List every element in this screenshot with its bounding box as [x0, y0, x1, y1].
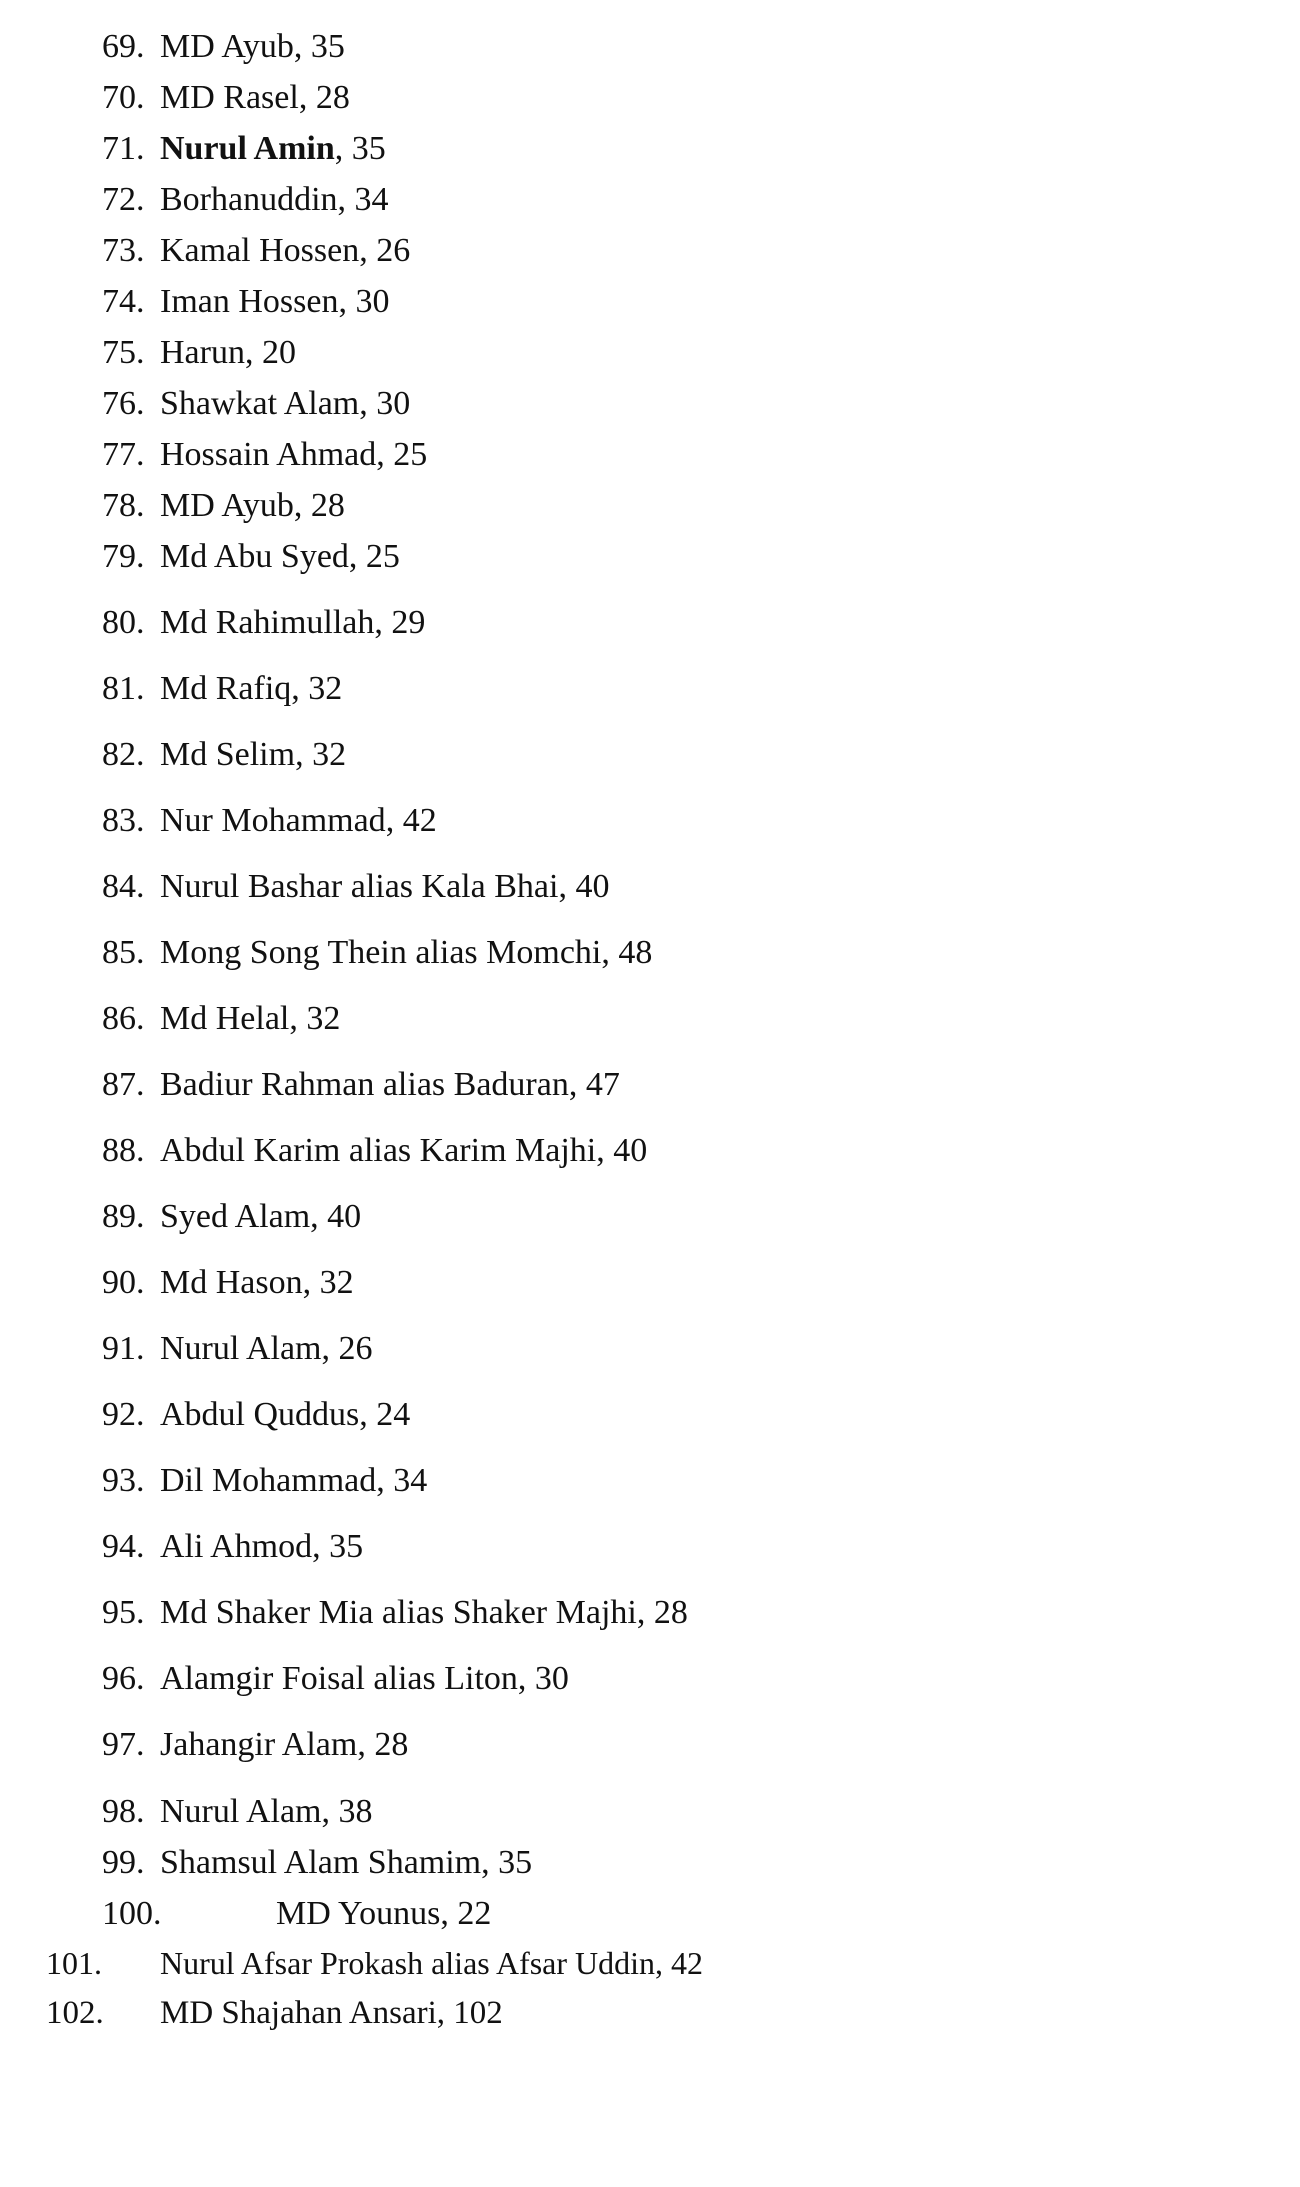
person-age: 48 — [618, 934, 653, 971]
separator: , — [440, 1895, 458, 1932]
person-name: Mong Song Thein alias Momchi — [160, 934, 602, 971]
list-item-number: 94. — [102, 1528, 145, 1565]
list-item-text — [160, 1197, 361, 1237]
person-age: 35 — [329, 1528, 364, 1565]
separator: , — [289, 1000, 307, 1037]
person-name: Md Shaker Mia alias Shaker Majhi — [160, 1594, 637, 1631]
list-item-text — [160, 1792, 372, 1832]
list-item-number: 86. — [102, 1000, 145, 1037]
person-age: 35 — [310, 28, 345, 65]
separator: , — [359, 232, 377, 269]
person-name: Abdul Quddus — [160, 1396, 360, 1433]
person-name: Syed Alam — [160, 1198, 311, 1235]
list-item-text — [160, 1329, 372, 1369]
list-item-text — [160, 801, 437, 841]
list-item-text — [160, 129, 386, 169]
list-item-text — [160, 1395, 410, 1435]
person-name: Md Selim — [160, 736, 296, 773]
person-age: 30 — [534, 1660, 569, 1697]
list-item-number: 69. — [102, 28, 145, 65]
separator: , — [321, 1793, 339, 1830]
person-age: 47 — [585, 1066, 620, 1103]
list-item-number: 76. — [102, 385, 145, 422]
list-item-number: 73. — [102, 232, 145, 269]
list-item-number: 90. — [102, 1264, 145, 1301]
list-item-number: 87. — [102, 1066, 145, 1103]
separator: , — [481, 1844, 499, 1881]
list-item-text — [160, 1993, 503, 2033]
separator: , — [596, 1132, 614, 1169]
list-item-number: 79. — [102, 538, 145, 575]
list-item-text — [160, 231, 410, 271]
list-item-number: 84. — [102, 868, 145, 905]
person-age: 28 — [653, 1594, 688, 1631]
list-item-text — [160, 1461, 427, 1501]
separator: , — [312, 1528, 330, 1565]
separator: , — [291, 670, 309, 707]
list-item-text — [160, 486, 345, 526]
person-name: MD Ayub — [160, 487, 294, 524]
list-item-text — [160, 1659, 569, 1699]
separator: , — [385, 802, 403, 839]
separator: , — [357, 1726, 375, 1763]
person-age: 28 — [374, 1726, 409, 1763]
separator: , — [302, 1264, 320, 1301]
list-item-number: 99. — [102, 1844, 145, 1881]
person-name: Kamal Hossen — [160, 232, 360, 269]
person-age: 35 — [498, 1844, 533, 1881]
list-item-text — [160, 933, 652, 973]
person-age: 28 — [310, 487, 345, 524]
list-item-number: 85. — [102, 934, 145, 971]
person-name: Hossain Ahmad — [160, 436, 377, 473]
list-item-number: 70. — [102, 79, 145, 116]
person-name: Nurul Bashar alias Kala Bhai — [160, 868, 559, 905]
person-name: Nurul Amin — [160, 130, 335, 167]
person-age: 102 — [453, 1995, 503, 2031]
list-item-text — [160, 78, 350, 118]
list-item-text — [160, 735, 346, 775]
person-age: 26 — [376, 232, 411, 269]
separator: , — [517, 1660, 535, 1697]
separator: , — [359, 385, 377, 422]
list-item-text — [160, 27, 345, 67]
list-item-text — [160, 999, 340, 1039]
person-name: Md Rahimullah — [160, 604, 375, 641]
separator: , — [244, 334, 262, 371]
person-name: Md Hason — [160, 1264, 303, 1301]
list-item-number: 78. — [102, 487, 145, 524]
separator: , — [636, 1594, 654, 1631]
list-item-number: 80. — [102, 604, 145, 641]
list-item-text — [160, 1065, 620, 1105]
person-name: MD Rasel — [160, 79, 299, 116]
person-age: 42 — [671, 1945, 704, 1981]
person-name: Abdul Karim alias Karim Majhi — [160, 1132, 597, 1169]
person-age: 40 — [327, 1198, 362, 1235]
person-age: 26 — [338, 1330, 373, 1367]
list-item-text — [160, 282, 389, 322]
person-name: Harun — [160, 334, 245, 371]
list-item-text — [160, 180, 389, 220]
separator: , — [568, 1066, 586, 1103]
person-name: Ali Ahmod — [160, 1528, 313, 1565]
list-item-number: 81. — [102, 670, 145, 707]
person-age: 25 — [365, 538, 400, 575]
person-name: Jahangir Alam — [160, 1726, 358, 1763]
person-age: 40 — [613, 1132, 648, 1169]
person-name: Borhanuddin — [160, 181, 338, 218]
list-item-text — [160, 1593, 688, 1633]
separator: , — [293, 28, 311, 65]
list-item-text — [160, 1527, 363, 1567]
list-item-text — [160, 537, 400, 577]
person-age: 40 — [575, 868, 610, 905]
person-name: Nurul Alam — [160, 1330, 322, 1367]
person-age: 32 — [312, 736, 347, 773]
separator: , — [310, 1198, 328, 1235]
separator: , — [558, 868, 576, 905]
person-age: 38 — [338, 1793, 373, 1830]
separator: , — [376, 436, 394, 473]
list-item-text — [160, 1725, 408, 1765]
person-age: 29 — [391, 604, 426, 641]
person-age: 22 — [457, 1895, 492, 1932]
list-item-number: 98. — [102, 1793, 145, 1830]
list-item-text — [160, 1131, 647, 1171]
list-item-text — [160, 1843, 532, 1883]
list-item-text — [160, 603, 425, 643]
person-age: 20 — [261, 334, 296, 371]
person-name: MD Younus — [276, 1895, 441, 1932]
list-item-number: 74. — [102, 283, 145, 320]
list-item-number: 83. — [102, 802, 145, 839]
person-age: 25 — [393, 436, 428, 473]
person-age: 30 — [355, 283, 390, 320]
list-item-number: 97. — [102, 1726, 145, 1763]
person-name: Nurul Alam — [160, 1793, 322, 1830]
person-name: Md Rafiq — [160, 670, 292, 707]
list-item-text — [160, 384, 410, 424]
separator: , — [293, 487, 311, 524]
list-item-number: 89. — [102, 1198, 145, 1235]
list-item-number: 77. — [102, 436, 145, 473]
person-name: Badiur Rahman alias Baduran — [160, 1066, 569, 1103]
list-item-text — [160, 867, 609, 907]
person-name: Md Abu Syed — [160, 538, 349, 575]
list-item-number: 101. — [46, 1945, 102, 1981]
person-age: 32 — [319, 1264, 354, 1301]
person-age: 32 — [308, 670, 343, 707]
person-age: 35 — [351, 130, 386, 167]
person-age: 34 — [393, 1462, 428, 1499]
list-item-number: 95. — [102, 1594, 145, 1631]
separator: , — [436, 1995, 454, 2031]
list-item-number: 100. — [102, 1895, 162, 1932]
separator: , — [601, 934, 619, 971]
list-item-number: 82. — [102, 736, 145, 773]
person-age: 30 — [376, 385, 411, 422]
separator: , — [337, 181, 355, 218]
list-item-number: 96. — [102, 1660, 145, 1697]
person-age: 24 — [376, 1396, 411, 1433]
separator: , — [338, 283, 356, 320]
person-age: 42 — [402, 802, 437, 839]
separator: , — [334, 130, 352, 167]
person-age: 28 — [315, 79, 350, 116]
list-item-number: 88. — [102, 1132, 145, 1169]
person-age: 34 — [354, 181, 389, 218]
person-name: Md Helal — [160, 1000, 290, 1037]
person-name: Shamsul Alam Shamim — [160, 1844, 482, 1881]
person-name: MD Shajahan Ansari — [160, 1995, 437, 2031]
list-item-number: 102. — [46, 1995, 104, 2031]
separator: , — [298, 79, 316, 116]
person-name: Iman Hossen — [160, 283, 339, 320]
list-item-number: 93. — [102, 1462, 145, 1499]
separator: , — [374, 604, 392, 641]
person-name: Nurul Afsar Prokash alias Afsar Uddin — [160, 1945, 656, 1981]
separator: , — [295, 736, 313, 773]
list-item-text — [160, 333, 296, 373]
list-item-text — [160, 669, 342, 709]
list-item-number: 72. — [102, 181, 145, 218]
person-name: Nur Mohammad — [160, 802, 386, 839]
separator: , — [376, 1462, 394, 1499]
list-item-text — [276, 1894, 491, 1934]
list-item-number: 91. — [102, 1330, 145, 1367]
person-name: Alamgir Foisal alias Liton — [160, 1660, 518, 1697]
person-name: Dil Mohammad — [160, 1462, 377, 1499]
list-item-number: 71. — [102, 130, 145, 167]
separator: , — [348, 538, 366, 575]
list-item-text — [160, 435, 427, 475]
list-item-number: 92. — [102, 1396, 145, 1433]
separator: , — [321, 1330, 339, 1367]
separator: , — [359, 1396, 377, 1433]
list-item-text — [160, 1943, 703, 1983]
list-item-text — [160, 1263, 354, 1303]
person-name: MD Ayub — [160, 28, 294, 65]
list-item-number: 75. — [102, 334, 145, 371]
person-name: Shawkat Alam — [160, 385, 360, 422]
separator: , — [655, 1945, 672, 1981]
person-age: 32 — [306, 1000, 341, 1037]
